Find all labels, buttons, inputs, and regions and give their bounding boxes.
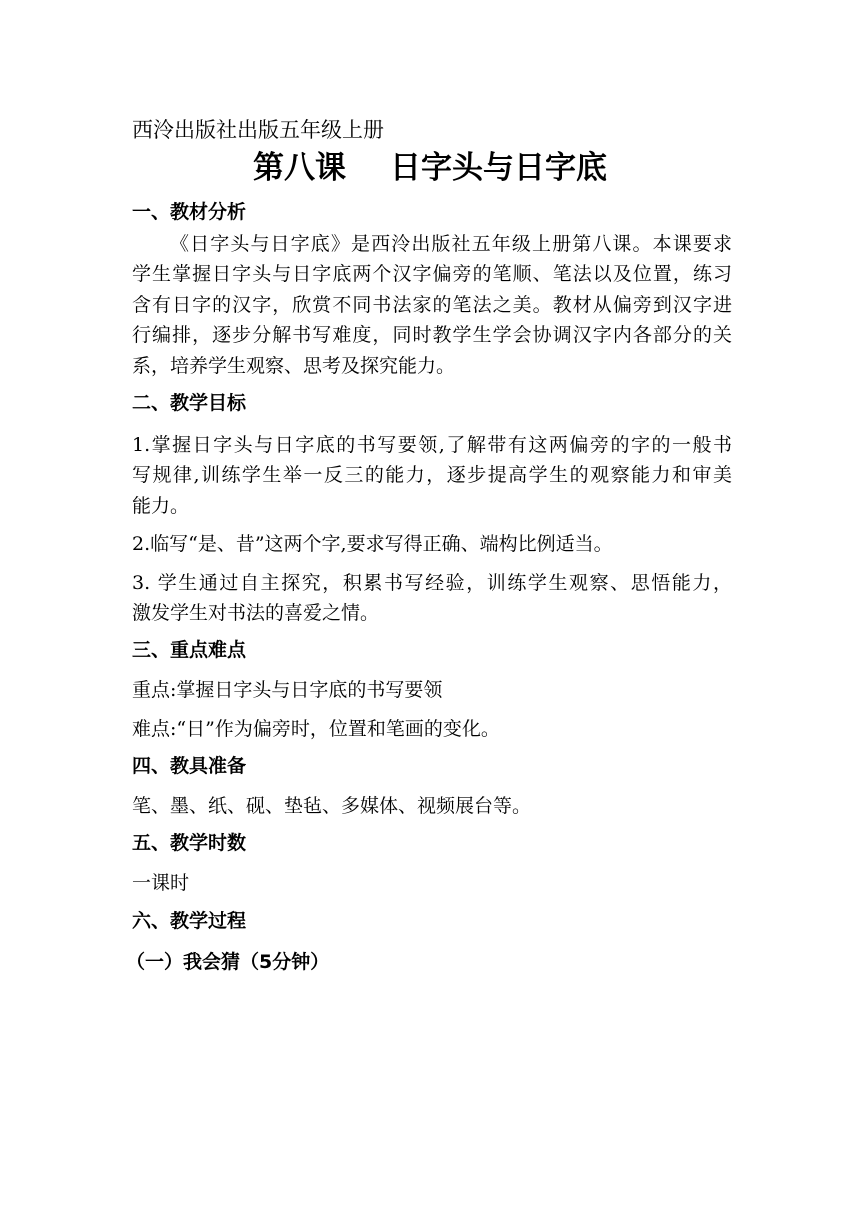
key-point-difficulty: 难点:“日”作为偏旁时，位置和笔画的变化。 — [132, 717, 500, 740]
analysis-line: 学生掌握日字头与日字底两个汉字偏旁的笔顺、笔法以及位置，练习 — [132, 263, 732, 286]
objective-item-3-line: 3. 学生通过自主探究，积累书写经验，训练学生观察、思悟能力， — [132, 571, 732, 594]
section-heading-key-points: 三、重点难点 — [132, 639, 247, 662]
document-body — [126, 196, 732, 979]
analysis-line: 《日字头与日字底》是西泠出版社五年级上册第八课。本课要求 — [170, 233, 732, 255]
key-point-focus: 重点:掌握日字头与日字底的书写要领 — [132, 679, 443, 702]
objective-item-1-line: 1.掌握日字头与日字底的书写要领,了解带有这两偏旁的字的一般书 — [132, 433, 732, 456]
lesson-title — [0, 142, 860, 187]
objective-item-2: 2.临写“是、昔”这两个字,要求写得正确、端构比例适当。 — [132, 533, 613, 556]
section-heading-hours: 五、教学时数 — [132, 832, 247, 855]
lesson-topic: 日字头与日字底 — [390, 150, 607, 186]
section-heading-process: 六、教学过程 — [132, 909, 247, 932]
process-subheading-1: （一）我会猜（5分钟） — [126, 950, 330, 973]
publisher-line: 西泠出版社出版五年级上册 — [132, 118, 384, 142]
materials-text: 笔、墨、纸、砚、垫毡、多媒体、视频展台等。 — [132, 795, 532, 818]
objective-item-1-line: 能力。 — [132, 494, 190, 517]
section-heading-materials: 四、教具准备 — [132, 755, 247, 778]
objective-item-3-line: 激发学生对书法的喜爱之情。 — [132, 601, 380, 624]
objective-item-1-line: 写规律,训练学生举一反三的能力，逐步提高学生的观察能力和审美 — [132, 464, 732, 487]
analysis-line: 行编排，逐步分解书写难度，同时教学生学会协调汉字内各部分的关 — [132, 324, 732, 347]
section-heading-objectives: 二、教学目标 — [132, 391, 247, 414]
analysis-line: 系，培养学生观察、思考及探究能力。 — [132, 354, 456, 377]
section-heading-analysis: 一、教材分析 — [132, 201, 247, 223]
analysis-line: 含有日字的汉字，欣赏不同书法家的笔法之美。教材从偏旁到汉字进 — [132, 293, 732, 316]
lesson-number: 第八课 — [253, 150, 346, 186]
hours-text: 一课时 — [132, 872, 190, 895]
